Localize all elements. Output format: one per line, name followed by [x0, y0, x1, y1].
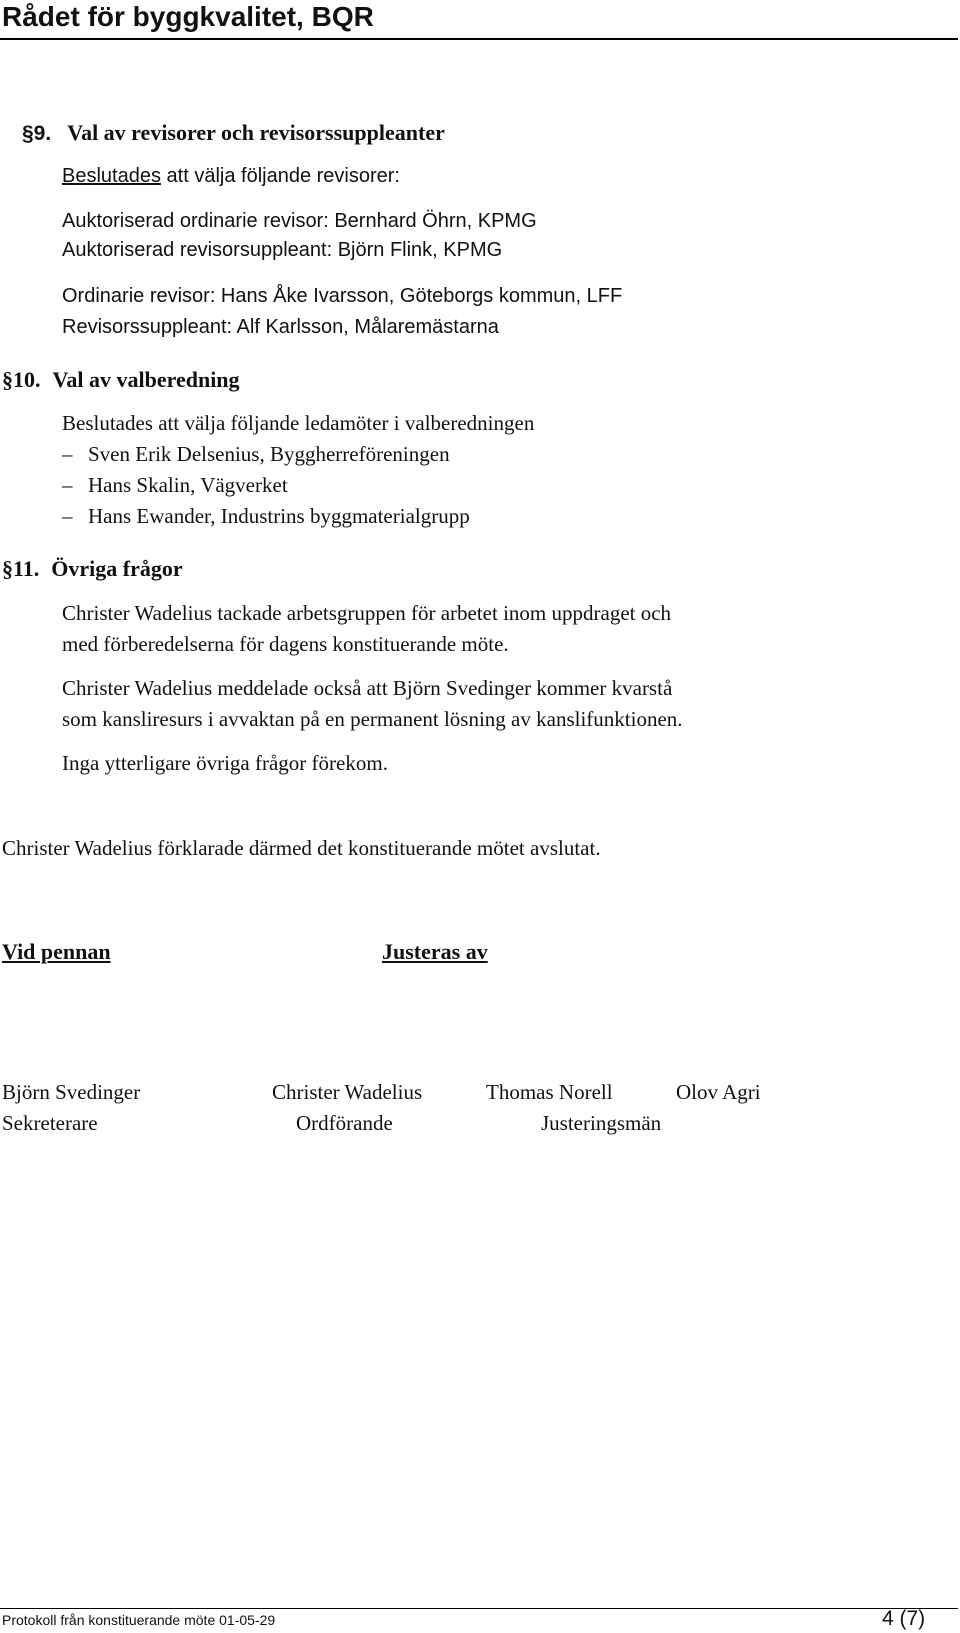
section-9-heading [22, 120, 445, 147]
section-10-title: Val av valberedning [52, 367, 240, 392]
signature-role-adjusters: Justeringsmän [541, 1111, 662, 1135]
auditor-line-3: Ordinarie revisor: Hans Åke Ivarsson, Göteborgs kommun, LFF [62, 285, 623, 307]
dash-bullet: – [62, 442, 73, 466]
committee-member-1 [62, 441, 450, 467]
committee-member-2 [62, 472, 288, 498]
committee-member-3 [62, 503, 470, 529]
section-11-heading [2, 556, 183, 582]
section-11-para2-line2: som kansliresurs i avvaktan på en permanent lösning av kanslifunktionen. [62, 707, 683, 731]
dash-bullet: – [62, 473, 73, 497]
section-10-number: §10. [2, 367, 41, 392]
section-11-para3: Inga ytterligare övriga frågor förekom. [62, 751, 388, 775]
section-9-intro [62, 163, 400, 189]
signature-role-secretary: Sekreterare [2, 1111, 98, 1135]
section-11-number: §11. [2, 556, 40, 581]
organization-title: Rådet för byggkvalitet, BQR [2, 1, 374, 32]
committee-member-1-name: Sven Erik Delsenius, Byggherreföreningen [88, 442, 450, 466]
section-9-number: §9. [22, 122, 52, 145]
footer-rule [0, 1608, 958, 1609]
section-11-para1-line1: Christer Wadelius tackade arbetsgruppen för arbetet inom uppdraget och [62, 601, 672, 625]
signature-name-1: Björn Svedinger [2, 1080, 141, 1104]
page-header [0, 0, 958, 40]
closing-statement: Christer Wadelius förklarade därmed det konstituerande mötet avslutat. [2, 836, 601, 860]
auditor-line-4: Revisorssuppleant: Alf Karlsson, Målaremästarna [62, 316, 499, 338]
signature-name-3: Thomas Norell [486, 1080, 613, 1104]
section-10-intro: Beslutades att välja följande ledamöter i valberedningen [62, 411, 535, 435]
section-11-para2-line1: Christer Wadelius meddelade också att Björn Svedinger kommer kvarstå [62, 676, 673, 700]
section-11-title: Övriga frågor [51, 556, 183, 581]
signature-role-chair: Ordförande [296, 1111, 393, 1135]
section-9-title: Val av revisorer och revisorssuppleanter [67, 120, 445, 145]
signature-label-vid-pennan: Vid pennan [2, 939, 111, 964]
footer-page-number: 4 (7) [882, 1607, 926, 1630]
signature-name-4: Olov Agri [676, 1080, 761, 1104]
signature-name-2: Christer Wadelius [272, 1080, 423, 1104]
auditor-line-1: Auktoriserad ordinarie revisor: Bernhard Öhrn, KPMG [62, 210, 537, 232]
section-9-intro-underlined: Beslutades [62, 165, 161, 187]
auditor-line-2: Auktoriserad revisorsuppleant: Björn Flink, KPMG [62, 239, 503, 261]
committee-member-3-name: Hans Ewander, Industrins byggmaterialgrupp [88, 504, 470, 528]
committee-member-2-name: Hans Skalin, Vägverket [88, 473, 288, 497]
section-10-heading [2, 367, 240, 393]
dash-bullet: – [62, 504, 73, 528]
signature-label-justeras-av: Justeras av [382, 939, 488, 964]
section-9-intro-rest: att välja följande revisorer: [160, 165, 400, 187]
section-11-para1-line2: med förberedelserna för dagens konstituerande möte. [62, 632, 509, 656]
footer-document-title: Protokoll från konstituerande möte 01-05-29 [2, 1612, 276, 1628]
